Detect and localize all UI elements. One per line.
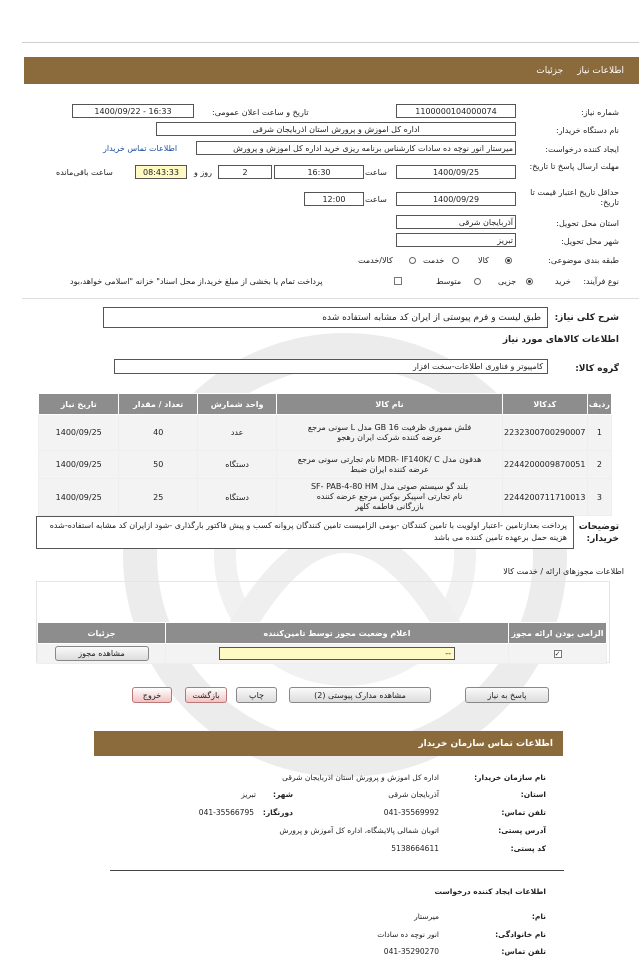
row-number: 1 [587,415,611,451]
process-label: نوع فرآیند: [583,277,619,286]
table-row [39,451,612,479]
deadline-time-field: 16:30 [274,165,364,179]
permits-section-title: اطلاعات مجوزهای ارائه / خدمت کالا [503,567,624,576]
contact-fax-value: 041-35566795 [198,808,254,817]
goods-table [38,393,612,516]
province-label: استان محل تحویل: [556,219,619,228]
treasury-payment-checkbox[interactable] [394,277,402,285]
print-button[interactable]: چاپ [236,687,277,703]
creator-family-value: انور نوچه ده سادات [377,930,439,939]
category-both-radio[interactable] [409,257,416,264]
creator-label: ایجاد کننده درخواست: [545,145,619,154]
validity-label: حداقل تاریخ اعتبار قیمت تا تاریخ: [530,188,619,207]
contact-city-value: تبریز [241,790,256,799]
row-name: بلند گو سیستم صوتی مدل SF- PAB-4-80 HM نام تجارتی اسپیکر بوکس مرجع عرضه کننده بازرگانی فاطمه کلهر [277,479,503,516]
contact-address-value: اتوبان شمالی پالایشگاه، اداره کل آموزش و پرورش [279,826,439,835]
deadline-label: مهلت ارسال پاسخ تا تاریخ: [529,162,619,171]
contact-fax-label: دورنگار: [262,808,293,817]
process-medium-label: متوسط [436,277,462,286]
row-code: 2244200009870051 [502,451,587,479]
row-unit: عدد [197,415,276,451]
top-divider [22,42,639,43]
remaining-label: ساعت باقی‌مانده [56,168,113,177]
contact-org-value: اداره کل اموزش و پرورش استان اذربایجان شرقی [282,773,439,782]
col-date: تاریخ نیاز [39,394,119,415]
creator-family-label: نام خانوادگی: [495,930,546,939]
contact-phone-value: 041-35569992 [383,808,439,817]
buyer-notes-label: توضیحات خریدار: [578,522,619,544]
row-code: 2232300700290007 [502,415,587,451]
contact-divider [110,870,564,871]
col-name: نام کالا [277,394,503,415]
contact-address-label: آدرس پستی: [498,826,546,835]
contact-org-label: نام سازمان خریدار: [474,773,546,782]
process-minor-radio[interactable] [526,278,533,285]
col-row: ردیف [587,394,611,415]
deadline-time-label: ساعت [365,168,387,177]
buyer-label: نام دستگاه خریدار: [556,126,619,135]
province-field: آذربایجان شرقی [396,215,516,229]
row-qty: 50 [119,451,198,479]
section-divider [22,298,639,299]
announce-label: تاریخ و ساعت اعلان عمومی: [212,108,309,117]
table-row [39,479,612,516]
creator-info-title: اطلاعات ایجاد کننده درخواست [434,887,546,896]
view-documents-button[interactable]: مشاهده مدارک پیوستی (2) [289,687,431,703]
goods-group-label: گروه کالا: [575,364,619,374]
row-code: 2244200711710013 [502,479,587,516]
creator-phone-label: تلفن تماس: [501,947,546,956]
back-button[interactable]: بازگشت [185,687,227,703]
row-date: 1400/09/25 [39,451,119,479]
row-number: 2 [587,451,611,479]
row-name: هدفون مدل MDR- IF140K/ C نام تجارتی سونی مرجع عرضه کننده ایران ضبط [277,451,503,479]
remaining-time-field: 08:43:33 [135,165,187,179]
days-field: 2 [218,165,272,179]
col-permit-required: الزامی بودن ارائه مجوز [509,623,607,644]
need-number-label: شماره نیاز: [581,108,619,117]
row-name: فلش مموری ظرفیت 16 GB مدل L سونی مرجع عرضه کننده شرکت ایران رهجو [277,415,503,451]
process-buy-label: خرید [555,277,571,286]
announce-field: 1400/09/22 - 16:33 [72,104,194,118]
process-medium-radio[interactable] [474,278,481,285]
row-unit: دستگاه [197,451,276,479]
permit-status-field: -- [219,647,455,660]
buyer-notes-field: پرداخت بعدازتامین -اعتبار اولویت با تامین کنندگان -بومی الزامیست تامین کنندگان پروانه کسب و پیش فاکتور بارگذاری -شود ازایران کد مشابه استفاده-شده هزینه حمل برعهده تامین کننده می باشد [36,516,574,549]
days-label: روز و [194,168,212,177]
col-qty: تعداد / مقدار [119,394,198,415]
col-permit-details: جزئیات [38,623,166,644]
contact-city-label: شهر: [273,790,293,799]
row-date: 1400/09/25 [39,415,119,451]
validity-time-label: ساعت [365,195,387,204]
contact-postal-value: 5138664611 [391,844,439,853]
need-number-field: 1100000104000074 [396,104,516,118]
row-date: 1400/09/25 [39,479,119,516]
table-row [39,415,612,451]
goods-group-field: کامپیوتر و فناوری اطلاعات-سخت افزار [114,359,548,374]
treasury-payment-text: پرداخت تمام یا بخشی از مبلغ خرید،از محل اسناد" خزانه "اسلامی خواهد،بود [70,277,323,286]
category-goods-radio[interactable] [505,257,512,264]
process-minor-label: جزیی [498,277,517,286]
city-field: تبریز [396,233,516,247]
validity-time-field: 12:00 [304,192,364,206]
row-qty: 25 [119,479,198,516]
reply-button[interactable]: پاسخ به نیاز [465,687,549,703]
creator-name-label: نام: [531,912,546,921]
table-row [38,644,607,664]
category-both-label: کالا/خدمت [358,256,393,265]
creator-phone-value: 041-35290270 [383,947,439,956]
summary-label: شرح کلی نیاز: [554,313,619,323]
contact-province-value: آذربایجان شرقی [388,790,439,799]
page-header [24,57,639,84]
deadline-date-field: 1400/09/25 [396,165,516,179]
category-goods-label: کالا [478,256,489,265]
view-permit-button[interactable]: مشاهده مجوز [55,646,149,661]
permits-table [37,622,607,664]
contact-postal-label: کد پستی: [510,844,546,853]
category-label: طبقه بندی موضوعی: [548,256,619,265]
exit-button[interactable]: خروج [132,687,172,703]
contact-province-label: استان: [520,790,546,799]
validity-date-field: 1400/09/29 [396,192,516,206]
col-unit: واحد شمارش [197,394,276,415]
buyer-contact-link[interactable]: اطلاعات تماس خریدار [103,144,178,153]
buyer-field: اداره کل اموزش و پرورش استان اذربایجان شرقی [156,122,516,136]
creator-field: میرستار انور نوچه ده سادات کارشناس برنامه ریزی خرید اداره کل اموزش و پرورش [196,141,516,155]
row-unit: دستگاه [197,479,276,516]
col-code: کدکالا [502,394,587,415]
summary-field: طبق لیست و فرم پیوستی از ایران کد مشابه استفاده شده [103,307,548,328]
col-permit-status: اعلام وضعیت مجوز توسط تامین‌کننده [166,623,509,644]
permit-required-checkbox[interactable]: ✓ [554,649,561,658]
tab-details[interactable]: جزئیات [536,65,564,76]
contact-section-header: اطلاعات تماس سازمان خریدار [94,731,563,756]
contact-phone-label: تلفن تماس: [501,808,546,817]
city-label: شهر محل تحویل: [561,237,619,246]
tab-need-info[interactable]: اطلاعات نیاز [577,65,624,76]
goods-section-title: اطلاعات کالاهای مورد نیاز [502,335,619,345]
category-service-radio[interactable] [452,257,459,264]
row-number: 3 [587,479,611,516]
category-service-label: خدمت [423,256,445,265]
row-qty: 40 [119,415,198,451]
creator-name-value: میرستار [414,912,439,921]
